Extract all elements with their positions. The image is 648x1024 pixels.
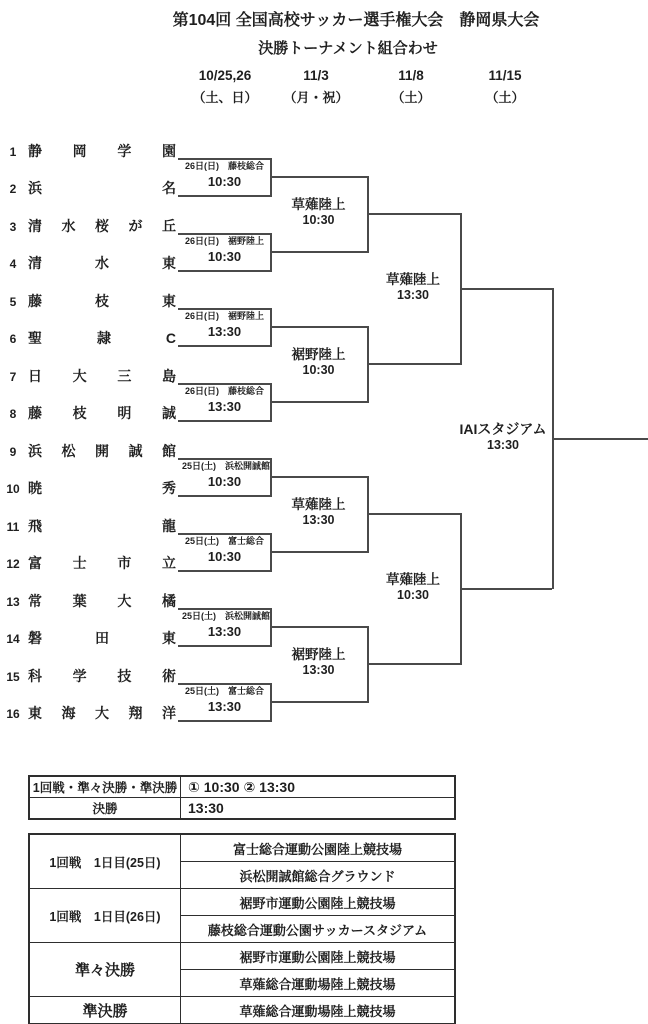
connector-line [270, 551, 367, 553]
connector-line [270, 608, 272, 647]
team-seed: 3 [9, 220, 17, 234]
connector-line [367, 663, 460, 665]
team-name: 藤 枝 東 [28, 293, 176, 309]
team-seed: 9 [9, 445, 17, 459]
sf-time: 13:30 [397, 288, 429, 302]
team-seed: 12 [6, 557, 20, 571]
match-time: 10:30 [207, 549, 242, 564]
final-match-info [457, 421, 549, 453]
team-row [4, 553, 176, 570]
kickoff-row-value: 13:30 [181, 798, 456, 820]
sf-venue: 草薙陸上 [386, 572, 440, 587]
team-seed: 13 [6, 595, 20, 609]
venue-name: 藤枝総合運動公園サッカースタジアム [181, 916, 456, 943]
round-day: （土） [485, 90, 525, 105]
team-seed: 1 [9, 145, 17, 159]
match-date-venue: 26日(日) 藤枝総合 [184, 386, 264, 396]
connector-line [367, 513, 460, 515]
team-row [4, 478, 176, 495]
qf-time: 10:30 [302, 363, 335, 377]
qf-venue: 裾野陸上 [291, 647, 346, 662]
qf-match-info [270, 347, 367, 378]
venue-group-label: 1回戦 1日目(25日) [29, 834, 181, 889]
sf-venue: 草薙陸上 [386, 272, 440, 287]
round-day: （土） [391, 90, 431, 105]
match-info [182, 685, 267, 716]
connector-line [270, 158, 272, 197]
qf-time: 13:30 [302, 513, 335, 527]
connector-line [178, 645, 270, 647]
connector-line [460, 588, 552, 590]
venue-name: 裾野市運動公園陸上競技場 [181, 943, 456, 970]
connector-line [270, 458, 272, 497]
qf-match-info [270, 497, 367, 528]
team-seed: 11 [6, 520, 20, 534]
team-row [4, 291, 176, 308]
kickoff-row-label: 1回戦・準々決勝・準決勝 [29, 776, 181, 798]
qf-match-info [270, 647, 367, 678]
team-name: 浜 松 開 誠 館 [28, 443, 176, 459]
team-seed: 6 [9, 332, 17, 346]
team-name: 暁 秀 [28, 480, 176, 496]
venue-table [28, 833, 456, 1024]
team-row [4, 366, 176, 383]
connector-line [178, 570, 270, 572]
team-row [4, 666, 176, 683]
match-info [182, 310, 267, 341]
page-subtitle: 決勝トーナメント組合わせ [258, 40, 438, 57]
connector-line [367, 626, 369, 703]
match-info [182, 460, 271, 491]
match-date-venue: 25日(土) 浜松開誠館 [182, 611, 271, 621]
venue-name: 草薙総合運動場陸上競技場 [181, 970, 456, 997]
team-seed: 16 [6, 707, 20, 721]
sf-time: 10:30 [397, 588, 429, 602]
team-name: 磐 田 東 [28, 630, 176, 646]
connector-line [270, 476, 367, 478]
qf-venue: 草薙陸上 [291, 497, 346, 512]
match-time: 13:30 [207, 324, 242, 339]
team-row [4, 703, 176, 720]
qf-venue: 裾野陸上 [291, 347, 346, 362]
team-row [4, 403, 176, 420]
connector-line [178, 495, 270, 497]
team-seed: 15 [6, 670, 20, 684]
connector-line [270, 626, 367, 628]
match-info [182, 160, 267, 191]
table-row [29, 997, 455, 1024]
connector-line [270, 701, 367, 703]
connector-line [270, 233, 272, 272]
match-date-venue: 26日(日) 藤枝総合 [184, 161, 264, 171]
venue-group-label: 1回戦 1日目(26日) [29, 889, 181, 943]
team-name: 清 水 桜 が 丘 [28, 218, 176, 234]
connector-line [270, 176, 367, 178]
round4-date-header [445, 68, 565, 106]
match-info [182, 235, 267, 266]
team-name: 日 大 三 島 [28, 368, 176, 384]
match-date-venue: 26日(日) 裾野陸上 [184, 311, 264, 321]
team-seed: 7 [9, 370, 17, 384]
sf-match-info [368, 572, 458, 603]
round-date: 11/15 [488, 68, 522, 83]
connector-line [270, 383, 272, 422]
connector-line [270, 683, 272, 722]
kickoff-time-table [28, 775, 456, 820]
match-time: 13:30 [207, 399, 242, 414]
connector-line [270, 533, 272, 572]
team-seed: 5 [9, 295, 17, 309]
qf-time: 13:30 [302, 663, 335, 677]
match-time: 10:30 [207, 249, 242, 264]
connector-line [367, 176, 369, 253]
team-name: 飛 龍 [28, 518, 176, 534]
qf-match-info [270, 197, 367, 228]
connector-line [178, 195, 270, 197]
final-time: 13:30 [487, 438, 519, 452]
connector-line [367, 213, 460, 215]
sf-match-info [368, 272, 458, 303]
match-time: 10:30 [207, 474, 242, 489]
team-row [4, 178, 176, 195]
round-date: 11/8 [398, 68, 424, 83]
round-day: （土、日） [192, 90, 258, 105]
venue-name: 浜松開誠館総合グラウンド [181, 862, 456, 889]
team-name: 常 葉 大 橘 [28, 593, 176, 609]
champion-line [552, 438, 648, 440]
page-title: 第104回 全国高校サッカー選手権大会 静岡県大会 [172, 12, 540, 29]
team-row [4, 141, 176, 158]
connector-line [178, 345, 270, 347]
match-info [182, 535, 267, 566]
team-name: 藤 枝 明 誠 [28, 405, 176, 421]
team-seed: 2 [9, 182, 17, 196]
match-time: 13:30 [207, 699, 242, 714]
round-date: 11/3 [303, 68, 329, 83]
team-name: 科 学 技 術 [28, 668, 176, 684]
team-seed: 10 [6, 482, 20, 496]
match-date-venue: 25日(土) 富士総合 [184, 536, 264, 546]
connector-line [178, 270, 270, 272]
connector-line [367, 363, 460, 365]
table-row [29, 889, 455, 916]
qf-time: 10:30 [302, 213, 335, 227]
connector-line [367, 476, 369, 553]
team-row [4, 216, 176, 233]
table-row [29, 798, 455, 820]
match-time: 13:30 [207, 624, 242, 639]
table-row [29, 943, 455, 970]
table-row [29, 776, 455, 798]
connector-line [270, 326, 367, 328]
team-row [4, 591, 176, 608]
match-date-venue: 25日(土) 浜松開誠館 [182, 461, 271, 471]
match-date-venue: 26日(日) 裾野陸上 [184, 236, 264, 246]
table-row [29, 834, 455, 862]
connector-line [178, 720, 270, 722]
connector-line [270, 308, 272, 347]
team-seed: 14 [6, 632, 20, 646]
team-name: 浜 名 [28, 180, 176, 196]
team-row [4, 628, 176, 645]
venue-name: 富士総合運動公園陸上競技場 [181, 834, 456, 862]
team-name: 聖 隷 C [28, 330, 176, 346]
kickoff-row-value: ① 10:30 ② 13:30 [181, 776, 456, 798]
team-name: 東 海 大 翔 洋 [28, 705, 176, 721]
round-day: （月・祝） [283, 90, 349, 105]
team-name: 静 岡 学 園 [28, 143, 176, 159]
kickoff-row-label: 決勝 [29, 798, 181, 820]
match-time: 10:30 [207, 174, 242, 189]
team-row [4, 253, 176, 270]
venue-group-label: 準々決勝 [29, 943, 181, 997]
match-info [182, 385, 267, 416]
team-row [4, 516, 176, 533]
connector-line [367, 326, 369, 403]
team-name: 富 士 市 立 [28, 555, 176, 571]
connector-line [460, 288, 552, 290]
qf-venue: 草薙陸上 [291, 197, 346, 212]
team-seed: 4 [9, 257, 17, 271]
final-venue: IAIスタジアム [459, 421, 547, 437]
team-row [4, 328, 176, 345]
venue-name: 裾野市運動公園陸上競技場 [181, 889, 456, 916]
round-date: 10/25,26 [198, 68, 252, 83]
connector-line [178, 420, 270, 422]
venue-group-label: 準決勝 [29, 997, 181, 1024]
venue-name: 草薙総合運動場陸上競技場 [181, 997, 456, 1024]
connector-line [270, 401, 367, 403]
team-name: 清 水 東 [28, 255, 176, 271]
team-row [4, 441, 176, 458]
connector-line [270, 251, 367, 253]
team-seed: 8 [9, 407, 17, 421]
match-date-venue: 25日(土) 富士総合 [184, 686, 264, 696]
match-info [182, 610, 271, 641]
